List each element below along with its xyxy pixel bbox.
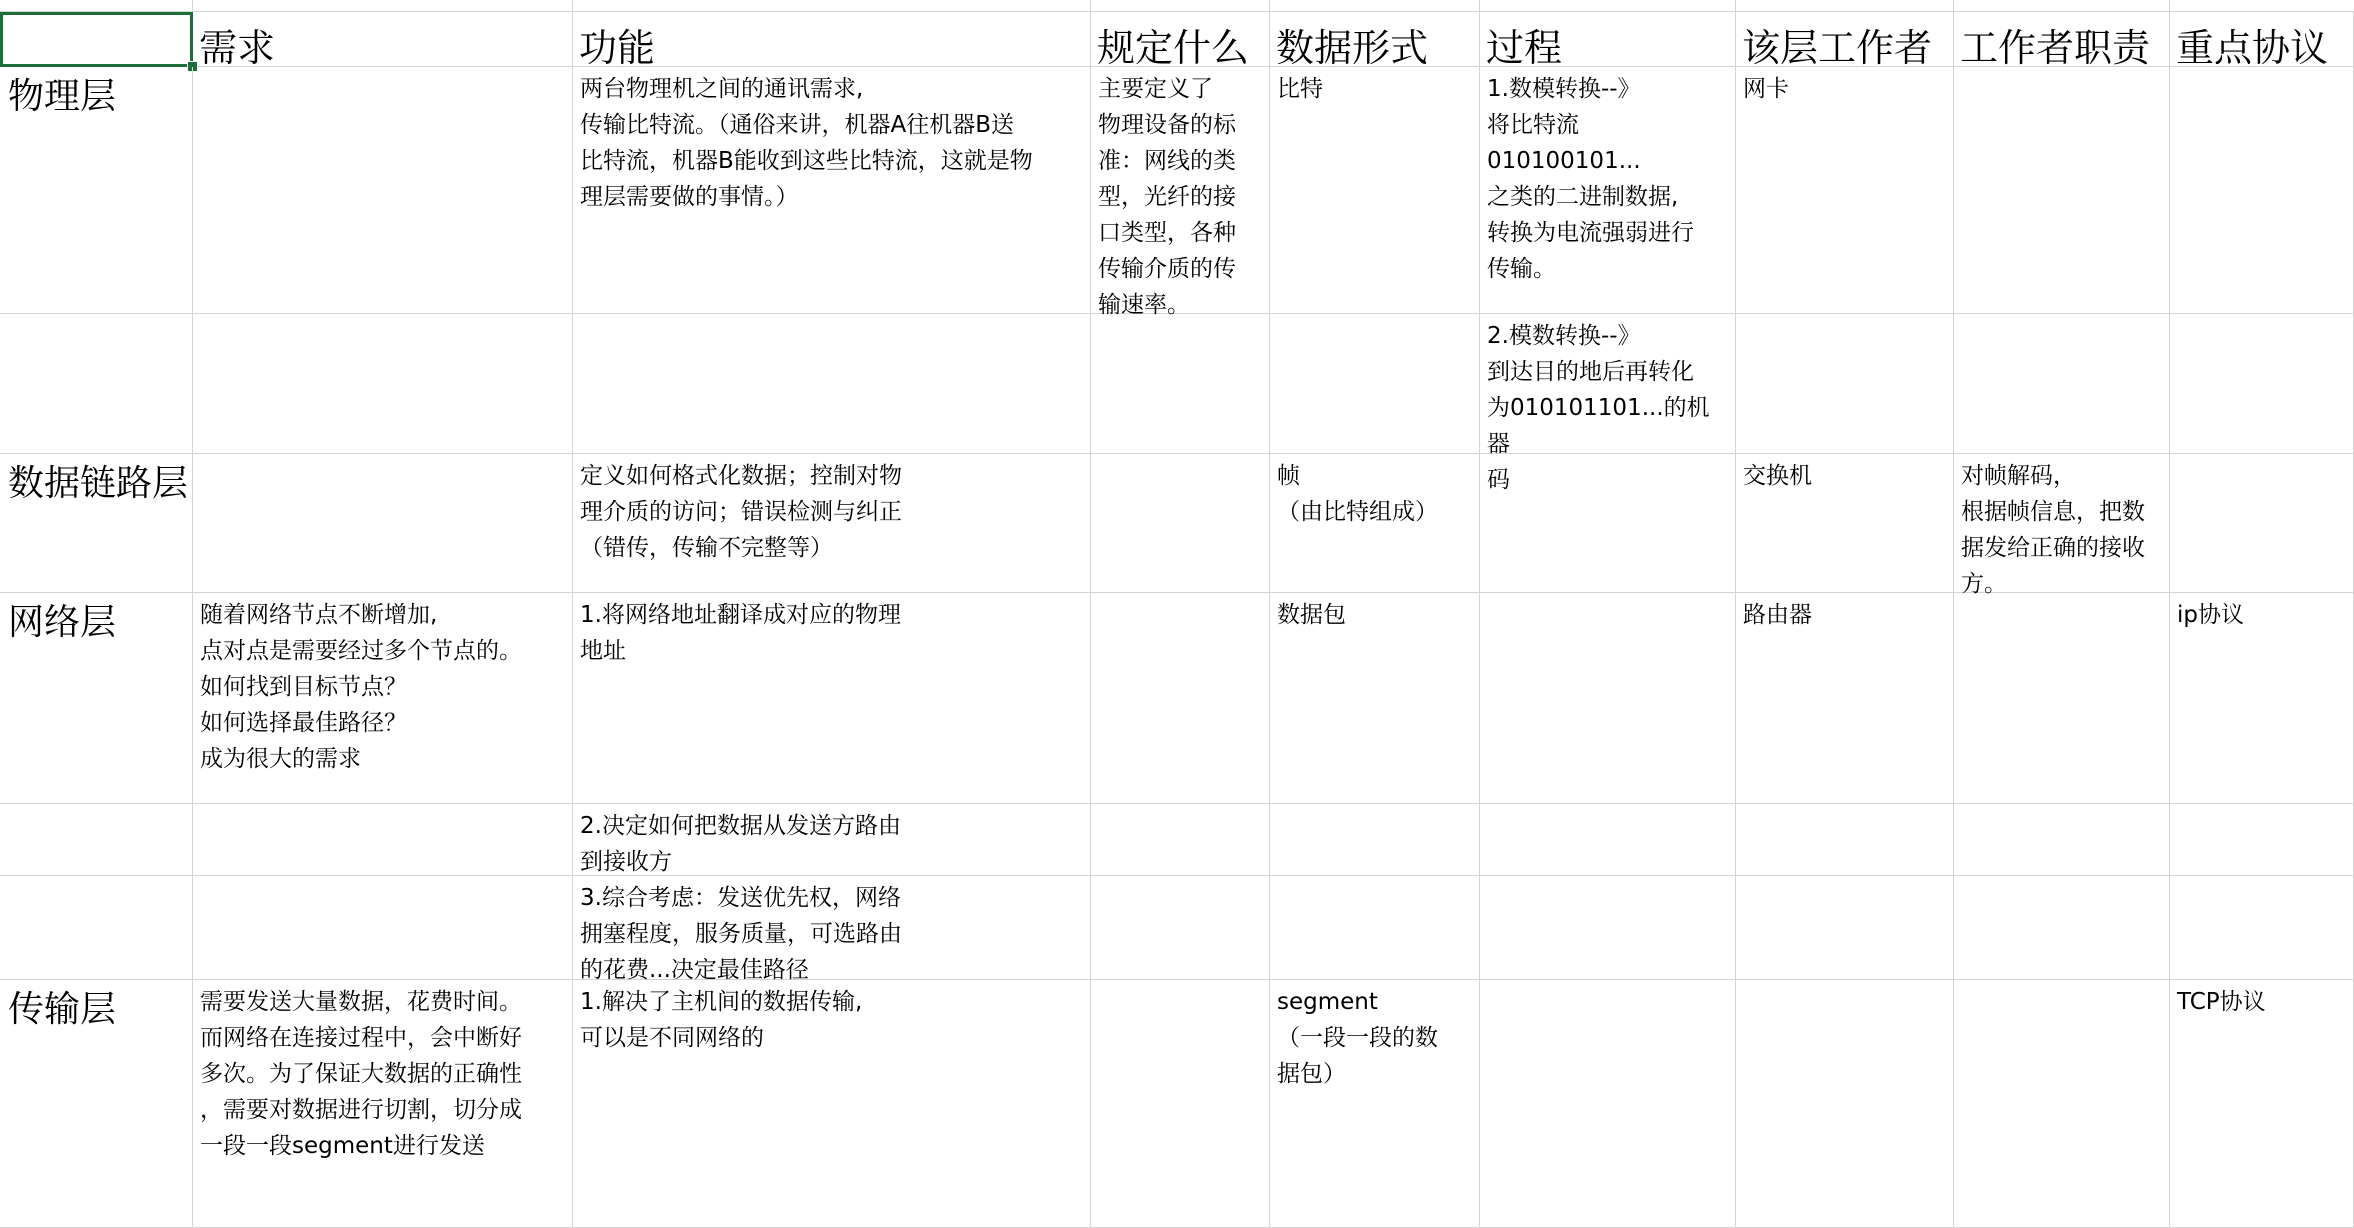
table-cell-key-protocol[interactable] [2170, 804, 2354, 876]
table-cell-data-form[interactable]: segment （一段一段的数 据包） [1270, 980, 1480, 1228]
table-cell-data-form[interactable] [1270, 804, 1480, 876]
table-cell-layer-worker[interactable] [1736, 314, 1954, 454]
table-cell-worker-duty[interactable] [1954, 593, 2170, 804]
table-cell-specification[interactable] [1091, 454, 1270, 593]
table-cell-specification[interactable] [1091, 593, 1270, 804]
table-cell-data-form[interactable]: 比特 [1270, 67, 1480, 314]
table-cell-specification[interactable] [1091, 804, 1270, 876]
row-label-cell[interactable] [0, 876, 193, 980]
table-cell-specification[interactable] [1091, 314, 1270, 454]
table-cell-worker-duty[interactable]: 对帧解码， 根据帧信息，把数 据发给正确的接收 方。 [1954, 454, 2170, 593]
table-cell-data-form[interactable]: 帧 （由比特组成） [1270, 454, 1480, 593]
table-cell-demand[interactable]: 需要发送大量数据，花费时间。 而网络在连接过程中，会中断好 多次。为了保证大数据的正确性 ，需要对数据进行切割，切分成 一段一段segment进行发送 [193, 980, 573, 1228]
table-cell-demand[interactable] [193, 67, 573, 314]
row-label-cell[interactable]: 网络层 [0, 593, 193, 804]
header-layer-worker[interactable]: 该层工作者 [1736, 12, 1954, 67]
table-cell-process[interactable]: 2.模数转换--》 到达目的地后再转化 为010101101...的机器 码 [1480, 314, 1736, 454]
table-cell-layer-worker[interactable] [1736, 876, 1954, 980]
table-cell-data-form[interactable]: 数据包 [1270, 593, 1480, 804]
table-cell-process[interactable]: 1.数模转换--》 将比特流010100101... 之类的二进制数据, 转换为电流强弱进行 传输。 [1480, 67, 1736, 314]
table-cell-demand[interactable]: 随着网络节点不断增加, 点对点是需要经过多个节点的。 如何找到目标节点？ 如何选择最佳路径？ 成为很大的需求 [193, 593, 573, 804]
table-cell-layer-worker[interactable] [1736, 804, 1954, 876]
row-label-cell[interactable]: 数据链路层 [0, 454, 193, 593]
table-cell-function[interactable]: 1.将网络地址翻译成对应的物理 地址 [573, 593, 1091, 804]
table-cell-function[interactable]: 定义如何格式化数据；控制对物 理介质的访问；错误检测与纠正 （错传，传输不完整等） [573, 454, 1091, 593]
table-cell-worker-duty[interactable] [1954, 804, 2170, 876]
table-cell-function[interactable]: 3.综合考虑：发送优先权，网络 拥塞程度，服务质量，可选路由 的花费...决定最佳路径 [573, 876, 1091, 980]
table-cell-worker-duty[interactable] [1954, 980, 2170, 1228]
row-label-cell[interactable]: 传输层 [0, 980, 193, 1228]
header-data-form[interactable]: 数据形式 [1270, 12, 1480, 67]
table-cell-demand[interactable] [193, 314, 573, 454]
header-worker-duty[interactable]: 工作者职责 [1954, 12, 2170, 67]
table-cell-function[interactable] [573, 314, 1091, 454]
row-label-cell[interactable]: 物理层 [0, 67, 193, 314]
table-cell-demand[interactable] [193, 454, 573, 593]
table-cell-demand[interactable] [193, 804, 573, 876]
table-cell-key-protocol[interactable]: TCP协议 [2170, 980, 2354, 1228]
table-cell-process[interactable] [1480, 804, 1736, 876]
table-cell-specification[interactable] [1091, 876, 1270, 980]
table-cell-worker-duty[interactable] [1954, 67, 2170, 314]
table-cell-layer-worker[interactable] [1736, 980, 1954, 1228]
table-cell-specification[interactable]: 主要定义了 物理设备的标 准：网线的类 型，光纤的接 口类型，各种 传输介质的传 输速率。 [1091, 67, 1270, 314]
table-cell-key-protocol[interactable] [2170, 876, 2354, 980]
header-key-protocol[interactable]: 重点协议 [2170, 12, 2354, 67]
table-cell-layer-worker[interactable]: 网卡 [1736, 67, 1954, 314]
top-strip-row [0, 0, 2354, 12]
header-demand[interactable]: 需求 [193, 12, 573, 67]
table-cell-data-form[interactable] [1270, 314, 1480, 454]
table-cell-function[interactable]: 两台物理机之间的通讯需求, 传输比特流。（通俗来讲，机器A往机器B送 比特流，机器B能收到这些比特流，这就是物 理层需要做的事情。） [573, 67, 1091, 314]
table-cell-specification[interactable] [1091, 980, 1270, 1228]
table-cell-worker-duty[interactable] [1954, 876, 2170, 980]
table-cell-function[interactable]: 1.解决了主机间的数据传输, 可以是不同网络的 [573, 980, 1091, 1228]
table-cell-process[interactable] [1480, 454, 1736, 593]
row-label-cell[interactable] [0, 804, 193, 876]
table-cell-process[interactable] [1480, 593, 1736, 804]
table-cell-key-protocol[interactable] [2170, 314, 2354, 454]
header-function[interactable]: 功能 [573, 12, 1091, 67]
table-cell-key-protocol[interactable] [2170, 454, 2354, 593]
table-cell-data-form[interactable] [1270, 876, 1480, 980]
selected-cell-A1[interactable] [0, 12, 193, 67]
header-process[interactable]: 过程 [1480, 12, 1736, 67]
table-cell-layer-worker[interactable]: 路由器 [1736, 593, 1954, 804]
row-label-cell[interactable] [0, 314, 193, 454]
table-cell-key-protocol[interactable]: ip协议 [2170, 593, 2354, 804]
table-cell-key-protocol[interactable] [2170, 67, 2354, 314]
table-cell-worker-duty[interactable] [1954, 314, 2170, 454]
table-cell-layer-worker[interactable]: 交换机 [1736, 454, 1954, 593]
table-cell-function[interactable]: 2.决定如何把数据从发送方路由 到接收方 [573, 804, 1091, 876]
table-cell-process[interactable] [1480, 980, 1736, 1228]
table-cell-demand[interactable] [193, 876, 573, 980]
header-specification[interactable]: 规定什么 [1091, 12, 1270, 67]
table-cell-process[interactable] [1480, 876, 1736, 980]
